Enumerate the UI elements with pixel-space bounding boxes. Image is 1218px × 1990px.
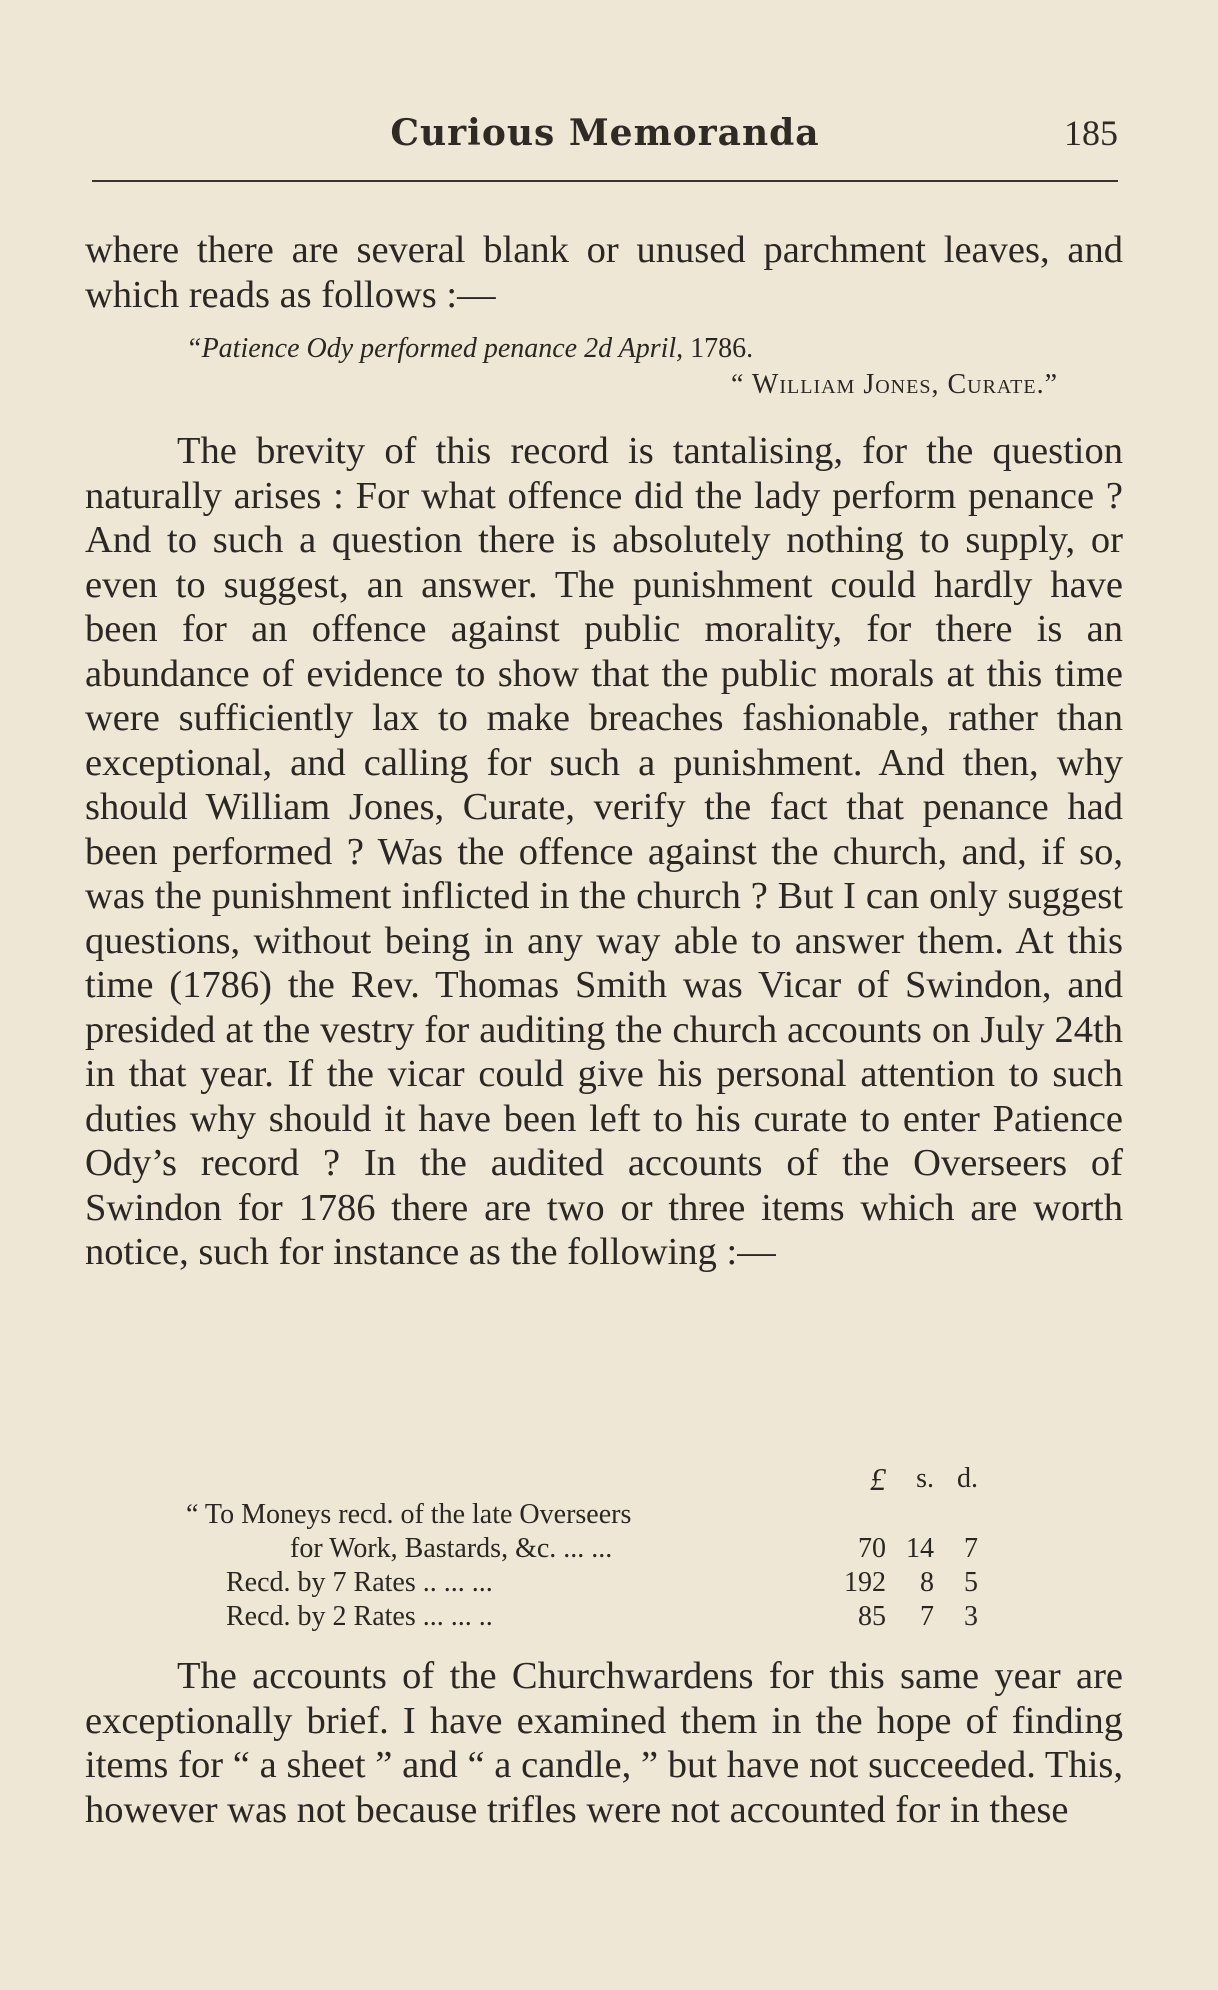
account-shillings: 14 xyxy=(906,1533,934,1564)
running-title: Curious Memoranda xyxy=(390,112,820,154)
account-pence: 7 xyxy=(964,1533,978,1564)
account-pounds: 192 xyxy=(844,1567,886,1598)
account-row xyxy=(186,1600,1006,1634)
account-pence: 5 xyxy=(964,1567,978,1598)
accounts-header-row xyxy=(186,1462,1006,1498)
quote-line-1 xyxy=(186,331,1086,367)
account-row xyxy=(186,1566,1006,1600)
pounds-header: £ xyxy=(870,1461,886,1497)
account-label: for Work, Bastards, &c. ... ... xyxy=(290,1533,613,1564)
paragraph-churchwardens: The accounts of the Churchwardens for this same year are exceptionally brief. I have examined them in the hope of finding items for “ a sheet ” and “ a candle, ” but have not succeeded. This, however was not because trifles were not accounted for in these xyxy=(85,1655,1123,1831)
account-pounds: 85 xyxy=(858,1601,886,1632)
account-pounds: 70 xyxy=(858,1533,886,1564)
account-label: Recd. by 7 Rates .. ... ... xyxy=(226,1567,493,1598)
account-row xyxy=(186,1498,1006,1532)
account-shillings: 8 xyxy=(920,1567,934,1598)
account-label: Recd. by 2 Rates ... ... .. xyxy=(226,1601,493,1632)
paragraph-intro: where there are several blank or unused parchment leaves, and which reads as follows :— xyxy=(85,229,1123,316)
quote-signature: “ William Jones, Curate.” xyxy=(731,369,1058,400)
overseers-accounts xyxy=(186,1462,1006,1634)
page-number: 185 xyxy=(1064,113,1118,153)
pence-header: d. xyxy=(957,1463,978,1494)
quote-year: 1786. xyxy=(683,333,754,364)
account-label: “ To Moneys recd. of the late Overseers xyxy=(186,1499,632,1530)
header-rule xyxy=(92,180,1118,182)
quoted-record xyxy=(186,331,1086,403)
account-pence: 3 xyxy=(964,1601,978,1632)
quote-italic-text: “Patience Ody performed penance 2d April, xyxy=(186,333,684,364)
shillings-header: s. xyxy=(916,1463,934,1494)
page-header xyxy=(92,112,1118,182)
account-shillings: 7 xyxy=(920,1601,934,1632)
account-row xyxy=(186,1532,1006,1566)
paragraph-brevity: The brevity of this record is tantalising, for the question naturally arises : For what offence did the lady perform penance ? And to such a question there is absolutely nothing to supply, or even to suggest, an answer. The punishment could hardly have been for an offence against public morality, for there is an abundance of evidence to show that the public morals at this time were sufficiently lax to make breaches fashionable, rather than exceptional, and calling for such a punishment. And then, why should William Jones, Curate, verify the fact that penance had been performed ? Was the offence against the church, and, if so, was the punishment inflicted in the church ? But I can only suggest questions, without being in any way able to answer them. At this time (1786) the Rev. Thomas Smith was Vicar of Swindon, and presided at the vestry for auditing the church accounts on July 24th in that year. If the vicar could give his personal attention to such duties why should it have been left to his curate to enter Patience Ody’s record ? In the audited accounts of the Overseers of Swindon for 1786 there are two or three items which are worth notice, such for instance as the following :— xyxy=(85,430,1123,1273)
